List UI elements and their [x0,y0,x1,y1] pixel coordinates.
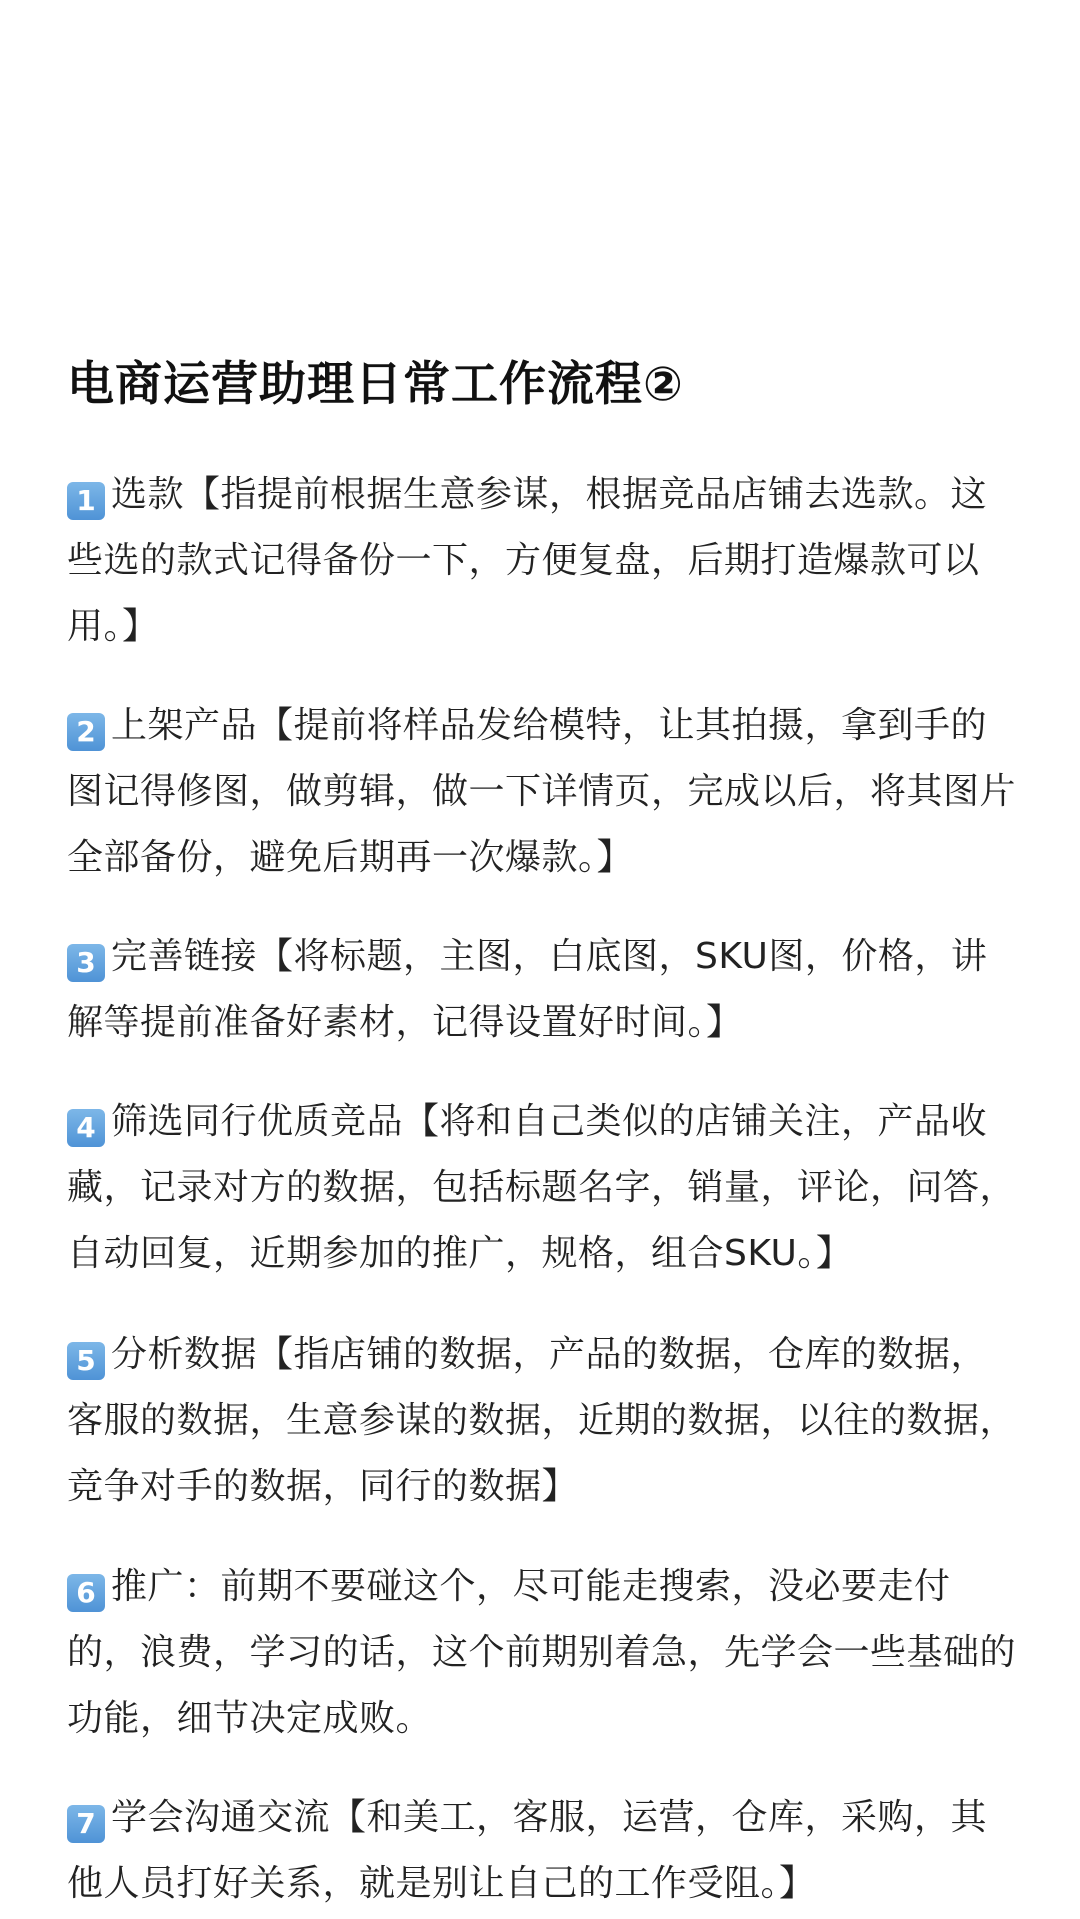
keycap-number-icon: 7 [67,1805,105,1843]
list-item-text: 学会沟通交流【和美工，客服，运营，仓库，采购，其他人员打好关系，就是别让自己的工作受阻。】 [67,1797,988,1904]
keycap-number-icon: 2 [67,713,105,751]
list-item [67,1322,1022,1520]
list-item-text: 筛选同行优质竞品【将和自己类似的店铺关注，产品收藏，记录对方的数据，包括标题名字，销量，评论，问答，自动回复，近期参加的推广，规格，组合SKU。】 [67,1101,1017,1274]
list-item [67,693,1022,891]
list-item-text: 选款【指提前根据生意参谋，根据竞品店铺去选款。这些选的款式记得备份一下，方便复盘，后期打造爆款可以用。】 [67,474,988,647]
keycap-number-icon: 3 [67,944,105,982]
list-item-text: 推广：前期不要碰这个，尽可能走搜索，没必要走付的，浪费，学习的话，这个前期别着急，先学会一些基础的功能，细节决定成败。 [67,1566,1017,1739]
keycap-number-icon: 6 [67,1574,105,1612]
list-item [67,1089,1022,1287]
keycap-number-icon: 5 [67,1342,105,1380]
list-item [67,924,1022,1056]
article-title: 电商运营助理日常工作流程② [67,357,684,412]
list-item [67,1785,1022,1917]
list-item-text: 上架产品【提前将样品发给模特，让其拍摄，拿到手的图记得修图，做剪辑，做一下详情页，完成以后，将其图片全部备份，避免后期再一次爆款。】 [67,705,1017,878]
list-item [67,1554,1022,1752]
keycap-number-icon: 1 [67,482,105,520]
list-item-text: 完善链接【将标题，主图，白底图，SKU图，价格，讲解等提前准备好素材，记得设置好时间。】 [67,936,988,1043]
list-item [67,462,1022,660]
list-item-text: 分析数据【指店铺的数据，产品的数据，仓库的数据，客服的数据，生意参谋的数据，近期的数据，以往的数据，竞争对手的数据，同行的数据】 [67,1334,1017,1507]
keycap-number-icon: 4 [67,1109,105,1147]
